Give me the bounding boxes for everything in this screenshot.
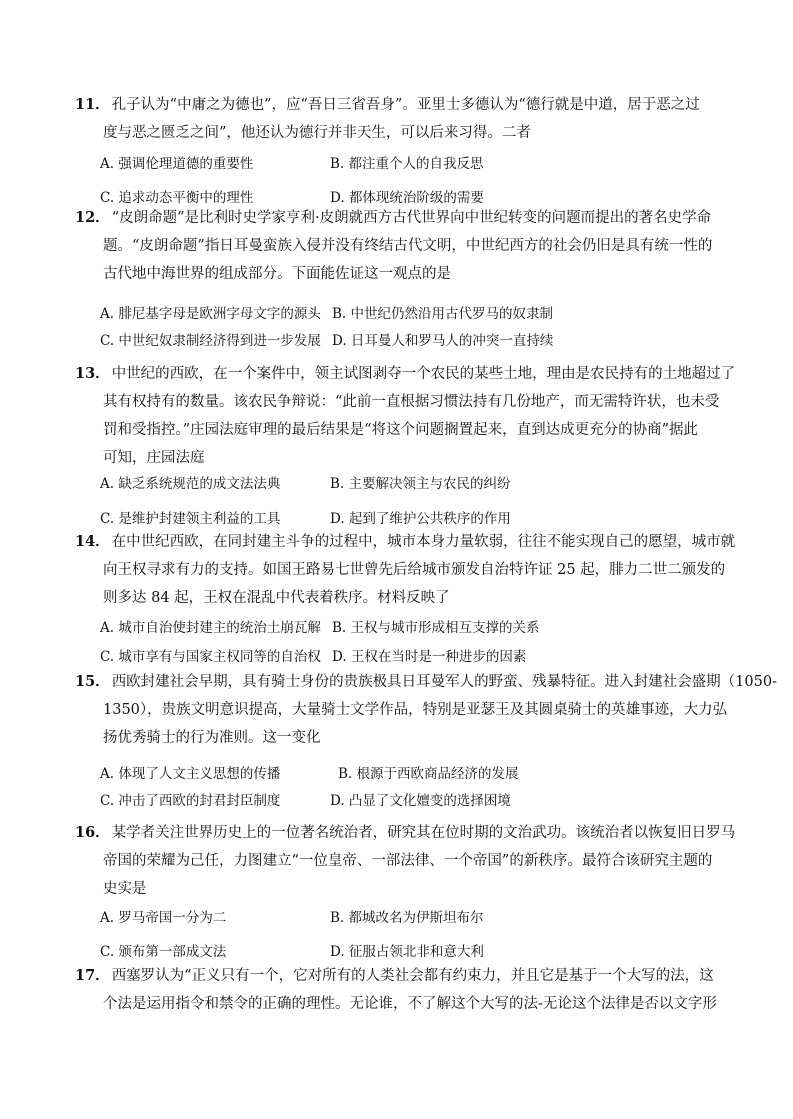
question-17 xyxy=(75,962,715,1018)
question-text: 则多达 84 起，王权在混乱中代表着秩序。材料反映了 xyxy=(103,590,450,606)
option-c[interactable]: C. 城市享有与国家主权同等的自治权 xyxy=(100,649,321,665)
question-text: 西塞罗认为“正义只有一个，它对所有的人类社会都有约束力，并且它是基于一个大写的法，这 xyxy=(111,968,714,984)
option-d[interactable]: D. 都体现统治阶级的需要 xyxy=(330,190,484,206)
question-text: 1350），贵族文明意识提高，大量骑士文学作品，特别是亚瑟王及其圆桌骑士的英雄事迹，大力弘 xyxy=(103,702,728,718)
option-a[interactable]: A. 城市自治使封建主的统治土崩瓦解 xyxy=(100,620,321,636)
option-b[interactable]: B. 中世纪仍然沿用古代罗马的奴隶制 xyxy=(332,306,554,322)
question-text: 孔子认为“中庸之为德也”，应“吾日三省吾身”。亚里士多德认为“德行就是中道，居于恶之过 xyxy=(111,97,700,113)
question-15 xyxy=(75,668,777,752)
question-text: 个法是运用指令和禁令的正确的理性。无论谁，不了解这个大写的法-无论这个法律是否以文字形 xyxy=(103,996,717,1012)
question-16 xyxy=(75,819,736,903)
option-c[interactable]: C. 冲击了西欧的封君封臣制度 xyxy=(100,793,281,809)
question-text: 度与恶之匮乏之间”，他还认为德行并非天生，可以后来习得。二者 xyxy=(103,125,531,141)
option-a[interactable]: A. 强调伦理道德的重要性 xyxy=(100,156,254,172)
question-number: 12． xyxy=(75,209,110,226)
question-number: 11． xyxy=(75,96,110,113)
question-14 xyxy=(75,528,736,612)
question-text: 古代地中海世界的组成部分。下面能佐证这一观点的是 xyxy=(103,266,451,282)
question-text: 向王权寻求有力的支持。如国王路易七世曾先后给城市颁发自治特许证 25 起，腓力二世二颁发的 xyxy=(103,562,726,578)
question-number: 13． xyxy=(75,365,110,382)
option-d[interactable]: D. 征服占领北非和意大利 xyxy=(330,944,484,960)
question-text: 其有权持有的数量。该农民争辩说：“此前一直根据习惯法持有几份地产，而无需特许状，也未受 xyxy=(103,394,720,410)
option-b[interactable]: B. 都城改名为伊斯坦布尔 xyxy=(330,910,484,926)
question-text: 史实是 xyxy=(103,881,147,897)
question-number: 15． xyxy=(75,673,110,690)
question-13 xyxy=(75,360,736,472)
question-text: 西欧封建社会早期，具有骑士身份的贵族极具日耳曼军人的野蛮、残暴特征。进入封建社会盛期（1050- xyxy=(111,674,777,690)
option-a[interactable]: A. 腓尼基字母是欧洲字母文字的源头 xyxy=(100,306,321,322)
question-text: 帝国的荣耀为己任，力图建立“一位皇帝、一部法律、一个帝国”的新秩序。最符合该研究主题的 xyxy=(103,853,713,869)
question-number: 16． xyxy=(75,824,110,841)
question-number: 17． xyxy=(75,967,110,984)
question-12 xyxy=(75,204,715,288)
option-d[interactable]: D. 王权在当时是一种进步的因素 xyxy=(332,649,527,665)
question-text: 扬优秀骑士的行为准则。这一变化 xyxy=(103,730,321,746)
option-a[interactable]: A. 体现了人文主义思想的传播 xyxy=(100,766,281,782)
question-text: “皮朗命题”是比利时史学家亨利·皮朗就西方古代世界向中世纪转变的问题而提出的著名史学命 xyxy=(111,210,712,226)
question-text: 题。“皮朗命题”指日耳曼蛮族入侵并没有终结古代文明，中世纪西方的社会仍旧是具有统一性的 xyxy=(103,238,713,254)
question-text: 在中世纪西欧，在同封建主斗争的过程中，城市本身力量软弱，往往不能实现自己的愿望，城市就 xyxy=(111,534,736,550)
question-text: 可知，庄园法庭 xyxy=(103,450,205,466)
option-c[interactable]: C. 是维护封建领主利益的工具 xyxy=(100,511,281,527)
option-c[interactable]: C. 追求动态平衡中的理性 xyxy=(100,190,254,206)
question-11 xyxy=(75,91,715,147)
question-text: 罚和受指控。”庄园法庭审理的最后结果是“将这个问题搁置起来，直到达成更充分的协商”据此 xyxy=(103,422,698,438)
question-text: 某学者关注世界历史上的一位著名统治者，研究其在位时期的文治武功。该统治者以恢复旧日罗马 xyxy=(111,825,736,841)
option-d[interactable]: D. 起到了维护公共秩序的作用 xyxy=(330,511,511,527)
question-text: 中世纪的西欧，在一个案件中，领主试图剥夺一个农民的某些土地，理由是农民持有的土地超过了 xyxy=(111,366,736,382)
option-b[interactable]: B. 根源于西欧商品经济的发展 xyxy=(338,766,519,782)
option-d[interactable]: D. 凸显了文化嬗变的选择困境 xyxy=(330,793,511,809)
option-a[interactable]: A. 缺乏系统规范的成文法法典 xyxy=(100,476,281,492)
option-c[interactable]: C. 颁布第一部成文法 xyxy=(100,944,227,960)
option-b[interactable]: B. 都注重个人的自我反思 xyxy=(330,156,484,172)
option-c[interactable]: C. 中世纪奴隶制经济得到进一步发展 xyxy=(100,333,321,349)
option-b[interactable]: B. 王权与城市形成相互支撑的关系 xyxy=(332,620,540,636)
option-b[interactable]: B. 主要解决领主与农民的纠纷 xyxy=(330,476,511,492)
option-a[interactable]: A. 罗马帝国一分为二 xyxy=(100,910,227,926)
option-d[interactable]: D. 日耳曼人和罗马人的冲突一直持续 xyxy=(332,333,554,349)
question-number: 14． xyxy=(75,533,110,550)
